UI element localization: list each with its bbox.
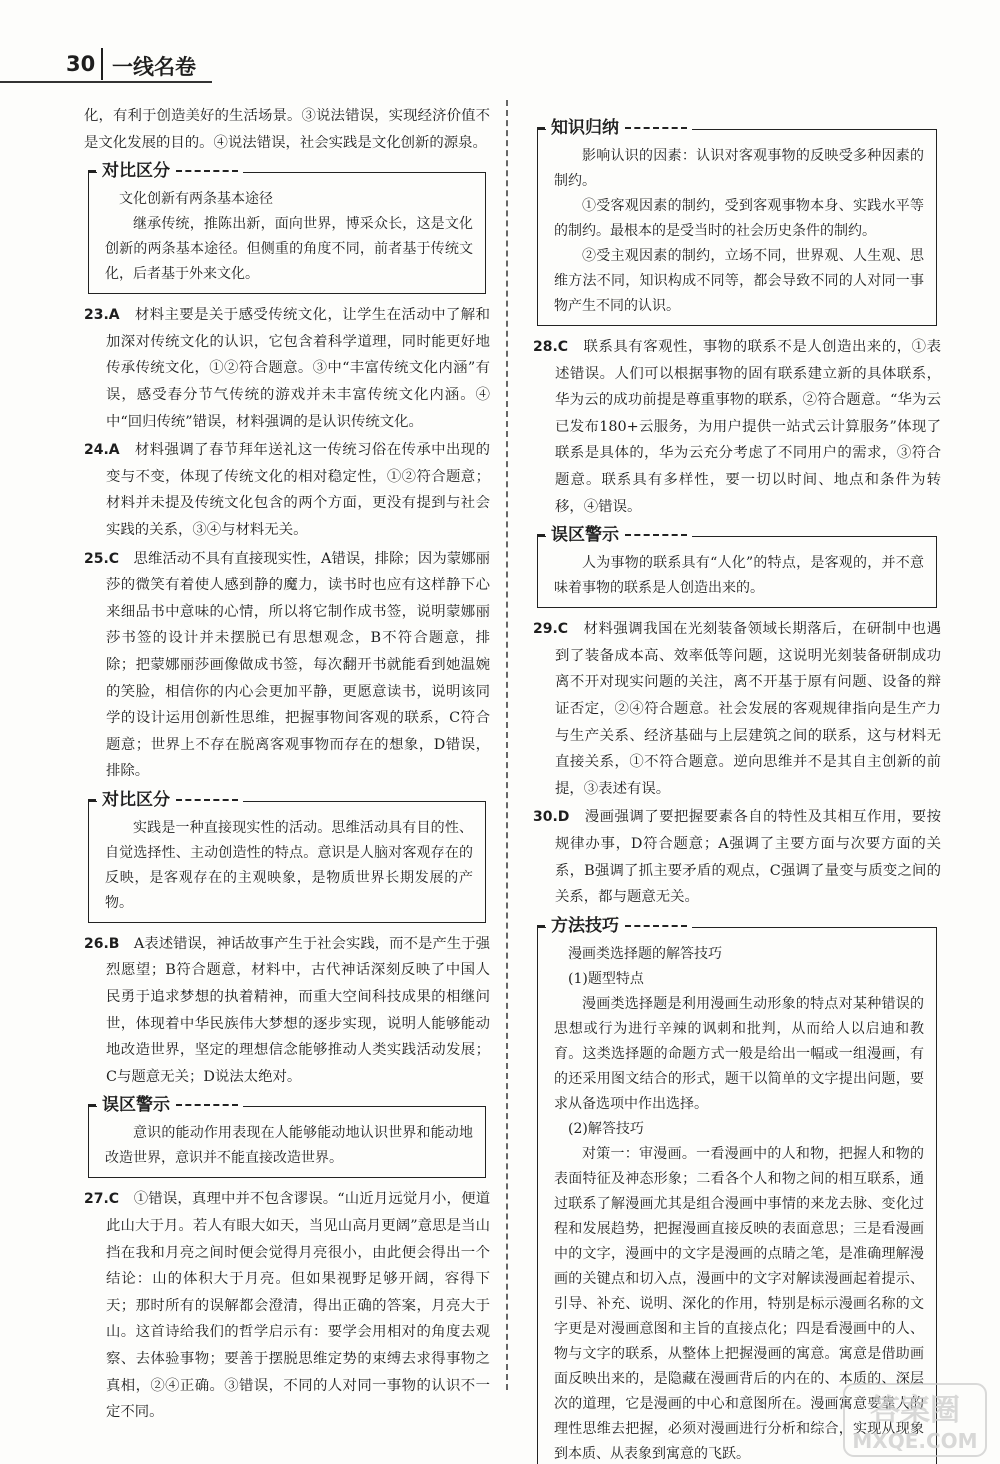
box-title: 方法技巧 [546, 914, 692, 938]
box-title: 知识归纳 [546, 116, 692, 140]
answer-text: 思维活动不具有直接现实性，A错误，排除；因为蒙娜丽莎的微笑有着使人感到静的魔力，读书时也应有这样静下心来细品书中意味的心情，所以将它制作成书签，说明蒙娜丽莎书签的设计并未摆脱已有思想观念，B不符合题意，排除；把蒙娜丽莎画像做成书签，每次翻开书就能看到她温婉的笑脸，相信你的内心会更加平静，更愿意读书，说明该同学的设计运用创新性思维，把握事物间客观的联系，C符合题意；世界上不存在脱离客观事物而存在的想象，D错误，排除。 [106, 550, 490, 780]
answer-24 [84, 437, 490, 543]
answer-number: 28.C [533, 339, 569, 355]
answer-26 [84, 931, 490, 1091]
box-text: 人为事物的联系具有“人化”的特点，是客观的，并不意味着事物的联系是人创造出来的。 [554, 555, 924, 597]
answer-28 [533, 334, 941, 520]
box-line: ②受主观因素的制约，立场不同，世界观、人生观、思维方法不同，知识构成不同等，都会导致不同的人对同一事物产生不同的认识。 [554, 248, 924, 314]
box-title: 对比区分 [97, 159, 243, 183]
box-text: 对策一：审漫画。一看漫画中的人和物，把握人和物的表面特征及神态形象；二看各个人和物之间的相互联系，通过联系了解漫画尤其是组合漫画中事情的来龙去脉、变化过程和发展趋势，把握漫画直接反映的表面意思；三是看漫画中的文字，漫画中的文字是漫画的点睛之笔，是准确理解漫画的关键点和切入点，漫画中的文字对解读漫画起着提示、引导、补充、说明、深化的作用，特别是标示漫画名称的文字更是对漫画意图和主旨的直接点化；四是看漫画中的人、物与文字的联系，从整体上把握漫画的寓意。寓意是借助画面反映出来的，是隐藏在漫画背后的内在的、本质的、深层次的道理，它是漫画的中心和意图所在。漫画寓意要靠人的理性思维去把握，必须对漫画进行分析和综合，实现从现象到本质、从表象到寓意的飞跃。 [554, 1145, 924, 1462]
box-heading: (2)解答技巧 [568, 1120, 644, 1137]
box-heading: (1)题型特点 [568, 970, 644, 987]
box-text: 漫画类选择题是利用漫画生动形象的特点对某种错误的思想或行为进行辛辣的讽刺和批判，从而给人以启迪和教育。这类选择题的命题方式一般是给出一幅或一组漫画，有的还采用图文结合的形式，题干以简单的文字提出问题，要求从备选项中作出选择。 [554, 995, 924, 1112]
watermark-logo [840, 1380, 990, 1460]
box-title: 误区警示 [546, 523, 692, 547]
answer-number: 26.B [84, 935, 120, 952]
watermark-text: 答案圈 [870, 1393, 960, 1428]
warning-box [537, 525, 937, 608]
box-subtitle: 漫画类选择题的解答技巧 [568, 945, 722, 962]
answer-number: 30.D [533, 809, 570, 826]
box-line: ①受客观因素的制约，受到客观事物本身、实践水平等的制约。最根本的是受当时的社会历史条件的制约。 [554, 198, 924, 239]
box-line: 继承传统，推陈出新，面向世界，博采众长，这是文化创新的两条基本途径。但侧重的角度不同，前者基于传统文化，后者基于外来文化。 [105, 216, 473, 283]
answer-text: ①错误，真理中并不包含谬误。“山近月远觉月小，便道此山大于月。若人有眼大如天，当见山高月更阔”意思是当山挡在我和月亮之间时便会觉得月亮很小，由此便会得出一个结论：山的体积大于月亮。但如果视野足够开阔，容得下天；那时所有的误解都会澄清，得出正确的答案，月亮大于山。这首诗给我们的哲学启示有：要学会用相对的角度去观察、去体验事物；要善于摆脱思维定势的束缚去求得事物之真相，②④正确。③错误，不同的人对同一事物的认识不一定不同。 [106, 1191, 490, 1421]
page-header [0, 0, 1000, 84]
warning-box [88, 1095, 486, 1178]
answer-30 [533, 804, 941, 910]
answer-number: 25.C [84, 550, 120, 567]
answer-text: 联系具有客观性，事物的联系不是人创造出来的，①表述错误。人们可以根据事物的固有联系建立新的具体联系，华为云的成功前提是尊重事物的联系，②符合题意。“华为云已发布180+云服务，为用户提供一站式云计算服务”体现了联系是具体的，华为云充分考虑了不同用户的需求，③符合题意。联系具有多样性，要一切以时间、地点和条件为转移，④错误。 [555, 339, 941, 515]
box-text: 实践是一种直接现实性的活动。思维活动具有目的性、自觉选择性、主动创造性的特点。意识是人脑对客观存在的反映，是客观存在的主观映象，是物质世界长期发展的产物。 [105, 819, 473, 911]
answer-text: 材料强调我国在光刻装备领域长期落后，在研制中也遇到了装备成本高、效率低等问题，这说明光刻装备研制成功离不开对现实问题的关注，离不开基于原有问题、设备的辩证否定，②④符合题意。社会发展的客观规律指向是生产力与生产关系、经济基础与上层建筑之间的联系，这与材料无直接关系，①不符合题意。逆向思维并不是其自主创新的前提，③表述有误。 [555, 621, 941, 797]
header-separator [101, 48, 103, 80]
answer-text: 材料主要是关于感受传统文化，让学生在活动中了解和加深对传统文化的认识，它包含着科学道理，同时能更好地传承传统文化，①②符合题意。③中“丰富传统文化内涵”有误，感受春分节气传统的游戏并未丰富传统文化内涵。④中“回归传统”错误，材料强调的是认识传统文化。 [106, 307, 490, 430]
right-column [533, 103, 941, 1464]
answer-text: A表述错误，神话故事产生于社会实践，而不是产生于强烈愿望；B符合题意，材料中，古代神话深刻反映了中国人民勇于追求梦想的执着精神，而重大空间科技成果的相继问世，体现着中华民族伟大梦想的逐步实现，说明人能够能动地改造世界，坚定的理想信念能够推动人类实践活动发展；C与题意无关；D说法太绝对。 [106, 935, 490, 1085]
box-line: 影响认识的因素：认识对客观事物的反映受多种因素的制约。 [554, 148, 924, 189]
answer-29 [533, 616, 941, 802]
answer-25 [84, 546, 490, 785]
page-number: 30 [66, 52, 96, 76]
column-divider [506, 100, 508, 1390]
box-text: 意识的能动作用表现在人能够能动地认识世界和能动地改造世界，意识并不能直接改造世界。 [105, 1125, 473, 1167]
contrast-box [88, 789, 486, 923]
intro-paragraph: 化，有利于创造美好的生活场景。③说法错误，实现经济价值不是文化发展的目的。④说法错误，社会实践是文化创新的源泉。 [84, 108, 490, 151]
watermark-url: MXQE.COM [852, 1429, 978, 1453]
box-title: 对比区分 [97, 788, 243, 812]
answer-23 [84, 302, 490, 435]
answer-text: 材料强调了春节拜年送礼这一传统习俗在传承中出现的变与不变，体现了传统文化的相对稳定性，①②符合题意；材料并未提及传统文化包含的两个方面，更没有提到与社会实践的关系，③④与材料无关。 [106, 442, 490, 538]
answer-27 [84, 1186, 490, 1425]
left-column [84, 103, 490, 1426]
knowledge-box [537, 118, 937, 326]
answer-text: 漫画强调了要把握要素各自的特性及其相互作用，要按规律办事，D符合题意；A强调了主要方面与次要方面的关系，B强调了抓主要矛盾的观点，C强调了量变与质变之间的关系，都与题意无关。 [555, 809, 941, 906]
header-rule [0, 81, 212, 83]
answer-number: 23.A [84, 307, 120, 324]
answer-number: 24.A [84, 442, 120, 459]
book-title: 一线名卷 [112, 55, 196, 79]
contrast-box [88, 161, 486, 294]
box-line: 文化创新有两条基本途径 [119, 191, 273, 208]
answer-number: 29.C [533, 621, 569, 638]
answer-number: 27.C [84, 1191, 120, 1208]
box-title: 误区警示 [97, 1093, 243, 1117]
